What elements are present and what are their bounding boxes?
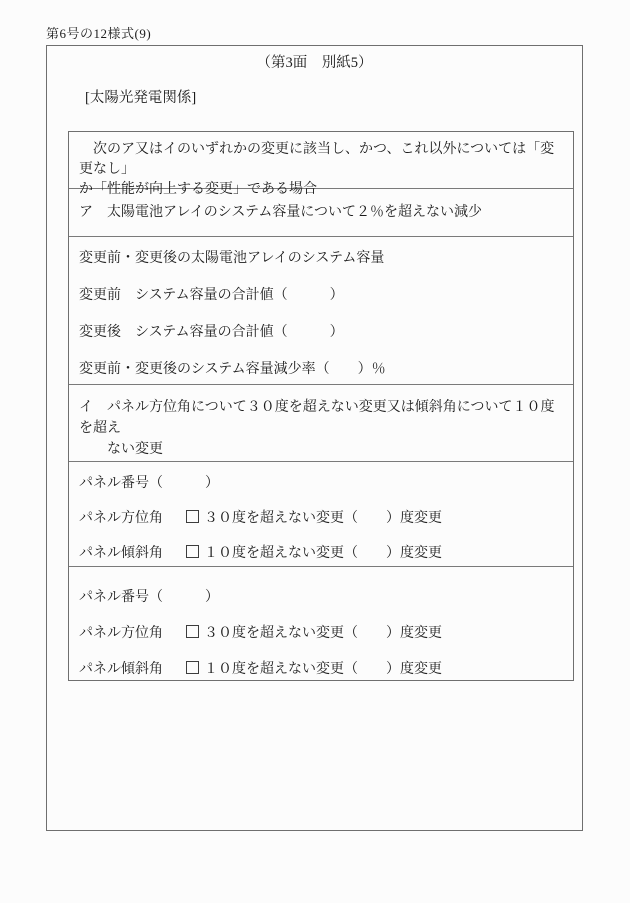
panel-block-2 [69, 566, 573, 680]
panel-azimuth-text: ３０度を超えない変更（ ）度変更 [204, 626, 442, 641]
checkbox-icon [186, 625, 199, 638]
capacity-reduction-line: 変更前・変更後のシステム容量減少率（ ）％ [79, 362, 386, 377]
panel-tilt-label: パネル傾斜角 [79, 662, 163, 677]
panel-azimuth-line [79, 624, 563, 644]
panel-number-line: パネル番号（ ） [79, 476, 219, 491]
panel-tilt-line [79, 660, 563, 680]
form-number: 第6号の12様式(9) [46, 26, 152, 41]
panel-tilt-text: １０度を超えない変更（ ）度変更 [204, 546, 442, 561]
condition-line-2: か「性能が向上する変更」である場合 [79, 182, 317, 197]
panel-tilt-text: １０度を超えない変更（ ）度変更 [204, 662, 442, 677]
condition-line-1: 次のア又はイのいずれかの変更に該当し、かつ、これ以外については「変更なし」 [79, 142, 555, 177]
panel-azimuth-label: パネル方位角 [79, 626, 163, 641]
capacity-heading: 変更前・変更後の太陽電池アレイのシステム容量 [79, 251, 385, 266]
item-i-line-1: イ パネル方位角について３０度を超えない変更又は傾斜角について１０度を超え [79, 400, 555, 436]
checkbox-icon [186, 510, 199, 523]
capacity-before-line: 変更前 システム容量の合計値（ ） [79, 288, 344, 303]
checkbox-icon [186, 545, 199, 558]
condition-section [69, 132, 573, 197]
capacity-section [69, 236, 573, 384]
panel-azimuth-line [79, 509, 563, 529]
panel-block-1 [69, 461, 573, 566]
panel-azimuth-label: パネル方位角 [79, 511, 163, 526]
sheet-title: （第3面 別紙5） [256, 55, 373, 71]
panel-tilt-line [79, 544, 563, 564]
item-i-section [69, 384, 573, 461]
checkbox-icon [186, 661, 199, 674]
item-i-line-2: ない変更 [79, 442, 163, 457]
form-table [68, 131, 574, 681]
panel-number-line: パネル番号（ ） [79, 590, 219, 605]
category-label: [太陽光発電関係] [85, 90, 197, 106]
capacity-after-line: 変更後 システム容量の合計値（ ） [79, 325, 344, 340]
form-outer-box [46, 45, 583, 831]
panel-tilt-label: パネル傾斜角 [79, 546, 163, 561]
panel-azimuth-text: ３０度を超えない変更（ ）度変更 [204, 511, 442, 526]
item-a-line: ア 太陽電池アレイのシステム容量について２％を超えない減少 [79, 205, 483, 220]
